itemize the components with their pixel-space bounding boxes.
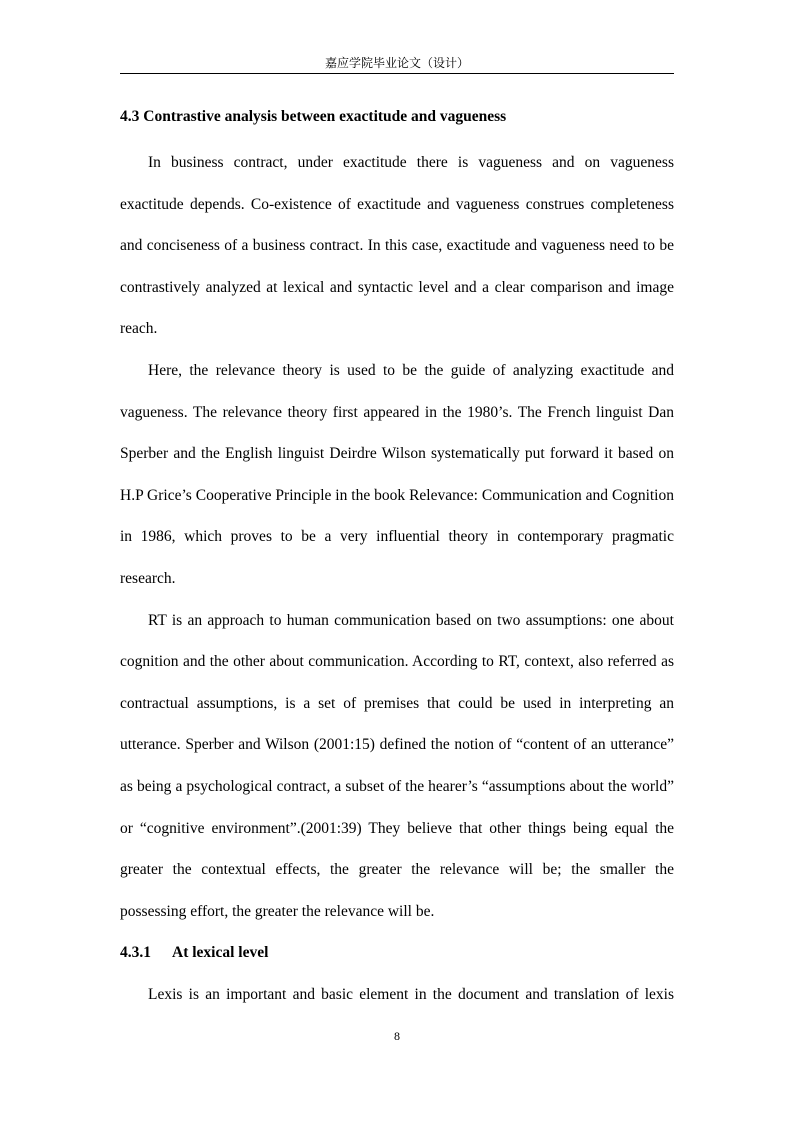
section-heading: 4.3 Contrastive analysis between exactitude and vagueness <box>120 108 507 125</box>
paragraph-3: RT is an approach to human communication based on two assumptions: one about cognition and the other about communication. According to RT, context, also referred as contractual assumptions, is a set of premises that could be used in interpreting an utterance. Sperber and Wilson (2001:15) defined the notion of “content of an utterance” as being a psychological contract, a subset of the hearer’s “assumptions about the world” or “cognitive environment”.(2001:39) They believe that other things being equal the greater the contextual effects, the greater the relevance will be; the smaller the possessing effort, the greater the relevance will be. <box>120 611 674 920</box>
subsection-title: At lexical level <box>172 944 269 962</box>
paragraph-2: Here, the relevance theory is used to be the guide of analyzing exactitude and vagueness. The relevance theory first appeared in the 1980’s. The French linguist Dan Sperber and the English linguist Deirdre Wilson systematically put forward it based on H.P Grice’s Cooperative Principle in the book Relevance: Communication and Cognition in 1986, which proves to be a very influential theory in contemporary pragmatic research. <box>120 361 674 587</box>
body-text <box>120 101 674 1015</box>
paragraph-4: Lexis is an important and basic element in the document and translation of lexis <box>148 985 674 1003</box>
page-number: 8 <box>394 1029 400 1043</box>
subsection-number: 4.3.1 <box>120 944 151 962</box>
paragraph-1: In business contract, under exactitude there is vagueness and on vagueness exactitude depends. Co-existence of exactitude and vagueness construes completeness and conciseness of a business contract. In this case, exactitude and vagueness need to be contrastively analyzed at lexical and syntactic level and a clear comparison and image reach. <box>120 154 674 338</box>
header-rule <box>120 73 674 74</box>
running-header: 嘉应学院毕业论文（设计） <box>324 56 469 70</box>
subsection-heading <box>120 932 674 974</box>
